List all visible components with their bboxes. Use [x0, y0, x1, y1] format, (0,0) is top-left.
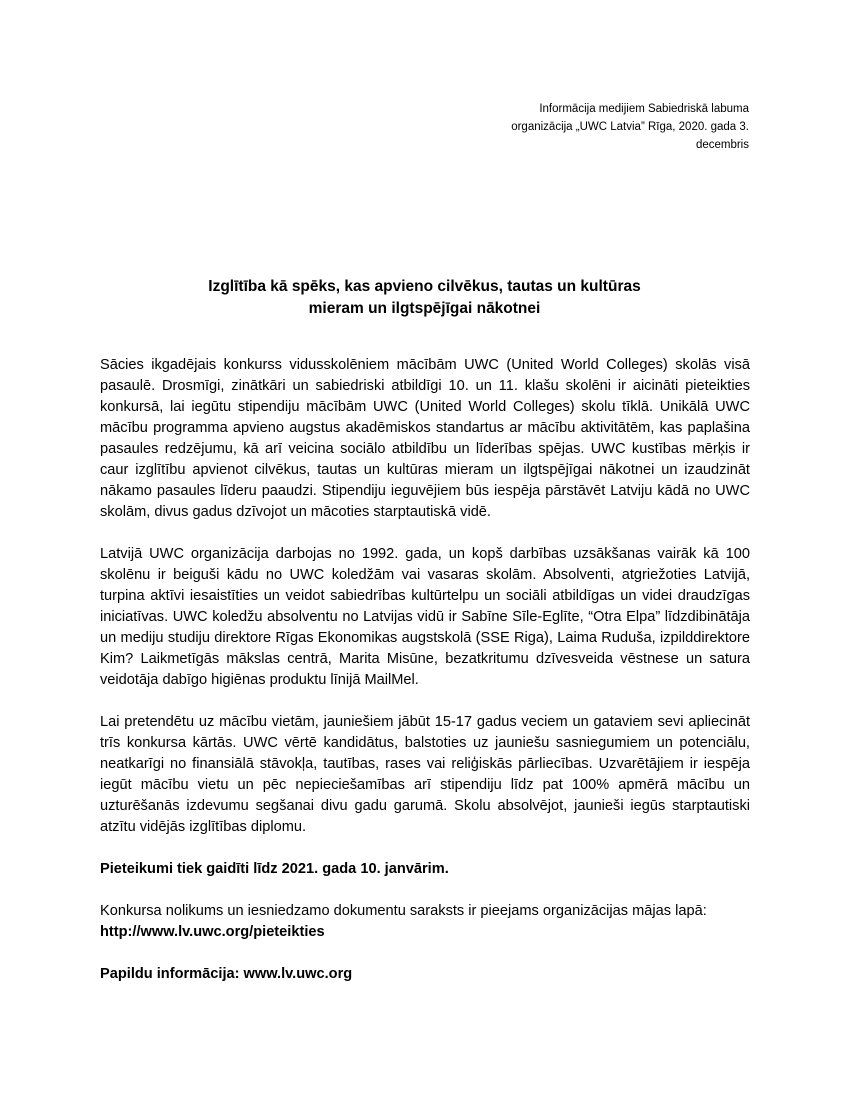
- document-body: [100, 355, 750, 985]
- press-release-header: [449, 100, 749, 154]
- title-line-2: mieram un ilgtspējīgai nākotnei: [308, 300, 541, 317]
- header-line-1: Informācija medijiem Sabiedriskā labuma: [539, 103, 749, 115]
- header-line-2: organizācija „UWC Latvia” Rīga, 2020. gada 3.: [511, 121, 749, 133]
- paragraph-intro: Sācies ikgadējais konkurss vidusskolēniem mācībām UWC (United World Colleges) skolās visā pasaulē. Drosmīgi, zinātkāri un sabiedriski atbildīgi 10. un 11. klašu skolēni ir aicināti pieteikties konkursā, lai iegūtu stipendiju mācībām UWC (United World Colleges) skolu tīklā. Unikālā UWC mācību programma apvieno augstus akadēmiskos standartus ar mācību aktivitātēm, kas paplašina pasaules redzējumu, kā arī veicina sociālo atbildību un līderības spējas. UWC kustības mērķis ir caur izglītību apvienot cilvēkus, tautas un kultūras mieram un ilgtspējīgai nākotnei un izaudzināt nākamo pasaules līderu paaudzi. Stipendiju ieguvējiem būs iespēja pārstāvēt Latviju kādā no UWC skolām, divus gadus dzīvojot un mācoties starptautiskā vidē.: [100, 357, 750, 520]
- header-line-3: decembris: [695, 139, 749, 151]
- title-line-1: Izglītība kā spēks, kas apvieno cilvēkus, tautas un kultūras: [208, 278, 641, 295]
- deadline-text: Pieteikumi tiek gaidīti līdz 2021. gada 10. janvārim.: [100, 861, 449, 877]
- document-title: [100, 276, 749, 320]
- paragraph-eligibility: Lai pretendētu uz mācību vietām, jauniešiem jābūt 15-17 gadus veciem un gataviem sevi apliecināt trīs konkursa kārtās. UWC vērtē kandidātus, balstoties uz jauniešu sasniegumiem un potenciālu, neatkarīgi no finansiālā stāvokļa, tautības, rases vai reliģiskās pārliecības. Uzvarētājiem ir iespēja iegūt mācību vietu un pēc nepieciešamības arī stipendiju līdz pat 100% apmērā mācību un uzturēšanās izdevumu segšanai divu gadu garumā. Skolu absolvējot, jaunieši iegūs starptautiski atzītu vidējās izglītības diplomu.: [100, 714, 750, 835]
- paragraph-history: Latvijā UWC organizācija darbojas no 1992. gada, un kopš darbības uzsākšanas vairāk kā 100 skolēnu ir beiguši kādu no UWC koledžām vai vasaras skolām. Absolventi, atgriežoties Latvijā, turpina aktīvi iesaistīties un veidot sabiedrības kultūrtelpu un sociāli atbildīgas un videi draudzīgas iniciatīvas. UWC koledžu absolventu no Latvijas vidū ir Sabīne Sīle-Eglīte, “Otra Elpa” līdzdibinātāja un mediju studiju direktore Rīgas Ekonomikas augstskolā (SSE Riga), Laima Ruduša, izpilddirektore Kim? Laikmetīgās mākslas centrā, Marita Misūne, bezatkritumu dzīvesveida vēstnese un satura veidotāja dabīgo higiēnas produktu līnijā MailMel.: [100, 546, 750, 688]
- more-info-text: Papildu informācija: www.lv.uwc.org: [100, 966, 353, 982]
- rules-text: Konkursa nolikums un iesniedzamo dokumentu saraksts ir pieejams organizācijas mājas lapā:: [100, 903, 707, 919]
- rules-link[interactable]: http://www.lv.uwc.org/pieteikties: [100, 924, 325, 940]
